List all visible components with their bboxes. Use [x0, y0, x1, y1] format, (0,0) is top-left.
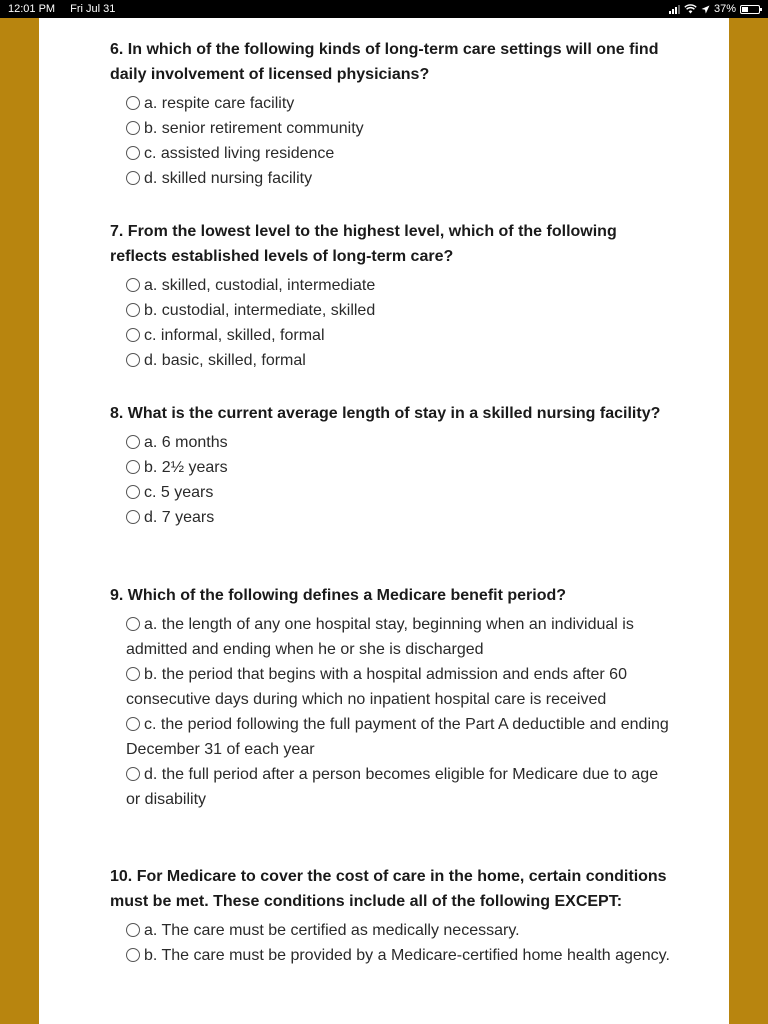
- radio-button[interactable]: [126, 510, 140, 524]
- option-label: d. 7 years: [144, 509, 215, 526]
- radio-button[interactable]: [126, 460, 140, 474]
- radio-button[interactable]: [126, 303, 140, 317]
- status-bar: [0, 0, 768, 18]
- option-label: d. skilled nursing facility: [144, 170, 313, 187]
- question-7: [110, 219, 670, 373]
- option-label: b. custodial, intermediate, skilled: [144, 302, 376, 319]
- radio-button[interactable]: [126, 485, 140, 499]
- location-icon: [701, 5, 710, 14]
- radio-button[interactable]: [126, 121, 140, 135]
- wifi-icon: [684, 4, 697, 14]
- radio-button[interactable]: [126, 435, 140, 449]
- question-title: 8. What is the current average length of stay in a skilled nursing facility?: [110, 405, 661, 422]
- option-a[interactable]: [126, 91, 670, 116]
- option-d[interactable]: [126, 505, 670, 530]
- status-date: Fri Jul 31: [70, 3, 116, 15]
- option-d[interactable]: [126, 348, 670, 373]
- option-b[interactable]: [126, 298, 670, 323]
- signal-icon: [669, 5, 680, 14]
- radio-button[interactable]: [126, 96, 140, 110]
- option-label: c. 5 years: [144, 484, 214, 501]
- option-d[interactable]: [126, 762, 670, 812]
- question-title: 7. From the lowest level to the highest level, which of the following reflects established levels of long-term care?: [110, 223, 617, 265]
- question-title: 10. For Medicare to cover the cost of care in the home, certain conditions must be met. These conditions include all of the following EXCEPT:: [110, 868, 667, 910]
- option-label: d. the full period after a person becomes eligible for Medicare due to age or disability: [126, 766, 659, 808]
- radio-button[interactable]: [126, 923, 140, 937]
- option-label: d. basic, skilled, formal: [144, 352, 306, 369]
- option-label: a. skilled, custodial, intermediate: [144, 277, 376, 294]
- status-time: 12:01 PM: [8, 3, 56, 15]
- radio-button[interactable]: [126, 948, 140, 962]
- document-page: [39, 18, 729, 1024]
- option-label: b. The care must be provided by a Medicare-certified home health agency.: [144, 947, 670, 964]
- battery-percent: 37%: [713, 3, 736, 15]
- option-b[interactable]: [126, 116, 670, 141]
- radio-button[interactable]: [126, 717, 140, 731]
- question-title: 9. Which of the following defines a Medicare benefit period?: [110, 587, 567, 604]
- option-b[interactable]: [126, 662, 670, 712]
- option-a[interactable]: [126, 918, 670, 943]
- option-label: a. The care must be certified as medically necessary.: [144, 922, 520, 939]
- option-label: b. 2½ years: [144, 459, 228, 476]
- option-c[interactable]: [126, 480, 670, 505]
- radio-button[interactable]: [126, 328, 140, 342]
- radio-button[interactable]: [126, 146, 140, 160]
- option-a[interactable]: [126, 273, 670, 298]
- option-label: c. the period following the full payment of the Part A deductible and ending December 31 of each year: [126, 716, 669, 758]
- radio-button[interactable]: [126, 278, 140, 292]
- option-a[interactable]: [126, 612, 670, 662]
- option-label: a. respite care facility: [144, 95, 295, 112]
- question-8: [110, 401, 670, 530]
- radio-button[interactable]: [126, 667, 140, 681]
- radio-button[interactable]: [126, 353, 140, 367]
- question-10: [110, 864, 670, 968]
- battery-icon: [740, 5, 760, 14]
- radio-button[interactable]: [126, 767, 140, 781]
- option-label: b. the period that begins with a hospital admission and ends after 60 consecutive days during which no inpatient hospital care is received: [126, 666, 627, 708]
- option-label: a. the length of any one hospital stay, beginning when an individual is admitted and ending when he or she is discharged: [126, 616, 634, 658]
- option-d[interactable]: [126, 166, 670, 191]
- option-c[interactable]: [126, 323, 670, 348]
- radio-button[interactable]: [126, 171, 140, 185]
- option-label: b. senior retirement community: [144, 120, 364, 137]
- radio-button[interactable]: [126, 617, 140, 631]
- question-6: [110, 37, 670, 191]
- option-label: a. 6 months: [144, 434, 228, 451]
- option-b[interactable]: [126, 455, 670, 480]
- option-label: c. assisted living residence: [144, 145, 335, 162]
- question-9: [110, 583, 670, 812]
- option-b[interactable]: [126, 943, 670, 968]
- option-label: c. informal, skilled, formal: [144, 327, 325, 344]
- option-c[interactable]: [126, 712, 670, 762]
- question-title: 6. In which of the following kinds of long-term care settings will one find daily involvement of licensed physicians?: [110, 41, 659, 83]
- option-a[interactable]: [126, 430, 670, 455]
- option-c[interactable]: [126, 141, 670, 166]
